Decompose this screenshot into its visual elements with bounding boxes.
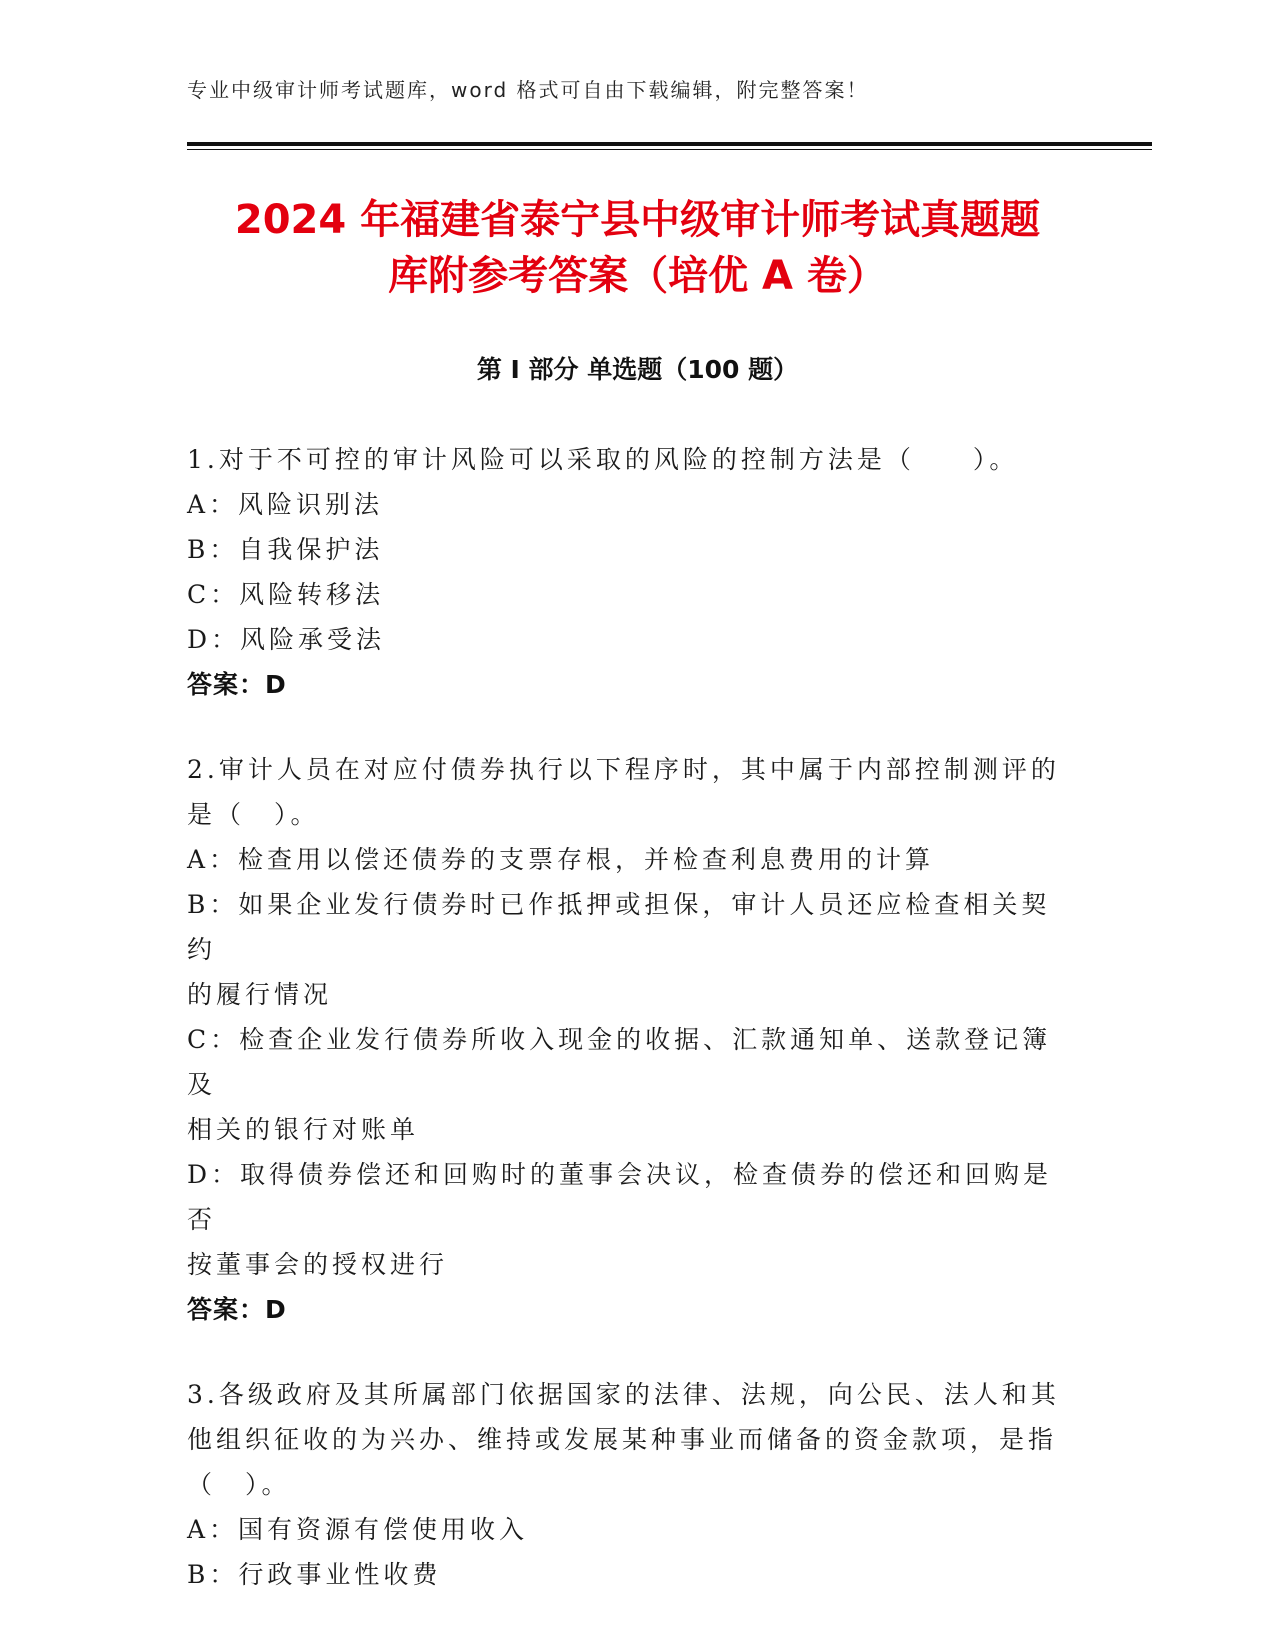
option-line: A：风险识别法 <box>187 490 384 519</box>
option-line: A：国有资源有偿使用收入 <box>187 1515 529 1544</box>
question-list <box>187 437 1067 1637</box>
answer-line: 答案：D <box>187 670 287 699</box>
question-block <box>187 1372 1067 1597</box>
option-line: 相关的银行对账单 <box>187 1115 420 1144</box>
question-stem-line: 2.审计人员在对应付债券执行以下程序时，其中属于内部控制测评的 <box>187 755 1060 784</box>
header-note: 专业中级审计师考试题库，word 格式可自由下载编辑，附完整答案！ <box>187 78 869 102</box>
answer-line: 答案：D <box>187 1295 287 1324</box>
section-title: 第 I 部分 单选题（100 题） <box>476 355 799 384</box>
option-line: 的履行情况 <box>187 980 333 1009</box>
question-stem-line: 是（ ）。 <box>187 800 320 829</box>
option-line: C：检查企业发行债券所收入现金的收据、汇款通知单、送款登记簿及 <box>187 1025 1052 1099</box>
question-block <box>187 437 1067 707</box>
document-title-line-2: 库附参考答案（培优 A 卷） <box>388 253 887 299</box>
document-title-line-1: 2024 年福建省泰宁县中级审计师考试真题题 <box>234 197 1041 243</box>
option-line: B：自我保护法 <box>187 535 384 564</box>
option-line: D：取得债券偿还和回购时的董事会决议，检查债券的偿还和回购是否 <box>187 1160 1053 1234</box>
option-line: 按董事会的授权进行 <box>187 1250 449 1279</box>
header-rule-thin <box>187 149 1152 150</box>
question-stem-line: 1.对于不可控的审计风险可以采取的风险的控制方法是（ ）。 <box>187 445 1019 474</box>
option-line: C：风险转移法 <box>187 580 385 609</box>
question-stem-line: （ ）。 <box>187 1470 291 1499</box>
question-stem-line: 他组织征收的为兴办、维持或发展某种事业而储备的资金款项，是指 <box>187 1425 1058 1454</box>
question-stem-line: 3.各级政府及其所属部门依据国家的法律、法规，向公民、法人和其 <box>187 1380 1060 1409</box>
option-line: B：如果企业发行债券时已作抵押或担保，审计人员还应检查相关契约 <box>187 890 1051 964</box>
option-line: A：检查用以偿还债券的支票存根，并检查利息费用的计算 <box>187 845 935 874</box>
question-block <box>187 747 1067 1332</box>
option-line: D：风险承受法 <box>187 625 386 654</box>
document-title <box>160 192 1115 304</box>
option-line: B：行政事业性收费 <box>187 1560 442 1589</box>
header-rule-thick <box>187 142 1152 146</box>
